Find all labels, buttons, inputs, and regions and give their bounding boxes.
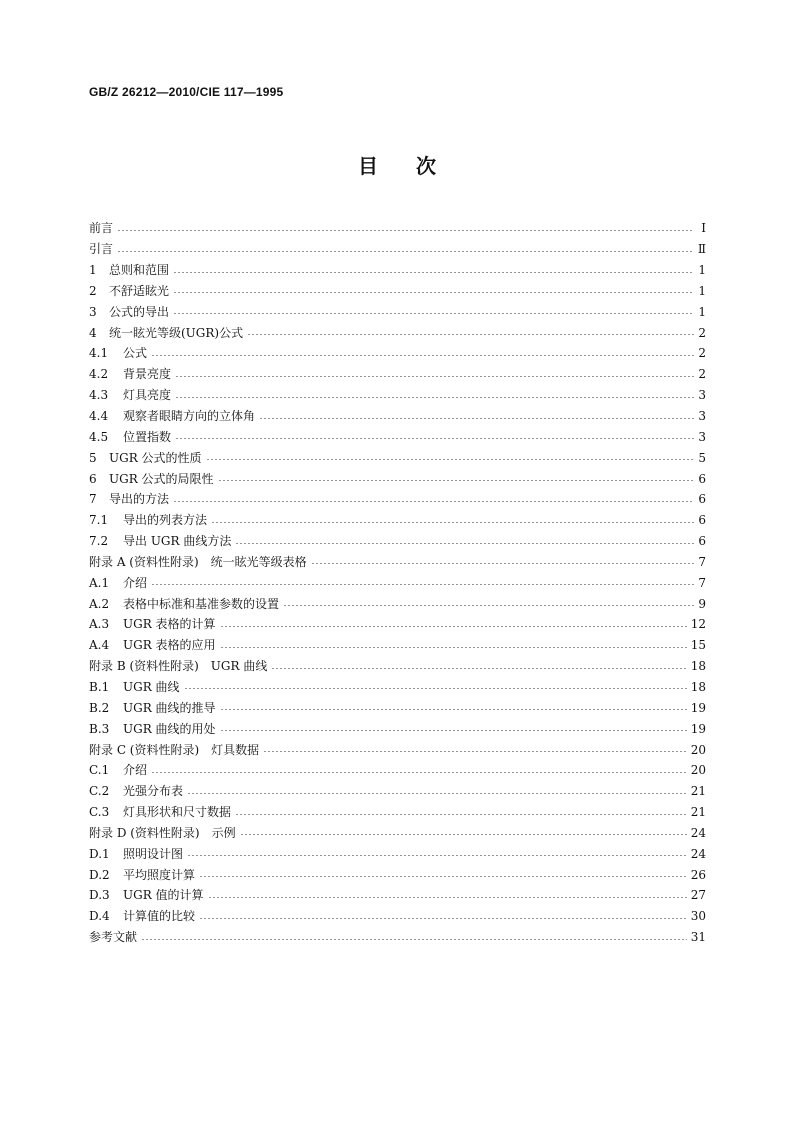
toc-entry[interactable] [89,531,706,552]
page-title: 目次 [358,154,474,178]
toc-entry[interactable] [89,593,706,614]
toc-entry-number: 7 [89,492,97,507]
toc-entry-label: 引言 [89,242,114,257]
toc-entry-label: UGR 曲线的用处 [123,721,216,736]
toc-entry-page: 7 [698,575,706,590]
toc-leader-dots [117,251,694,252]
toc-entry[interactable] [89,510,706,531]
toc-entry-page: Ⅰ [701,221,706,236]
toc-entry-number: 1 [89,263,97,278]
toc-entry[interactable] [89,364,706,385]
toc-entry-number: A.2 [89,596,110,611]
toc-entry[interactable] [89,697,706,718]
toc-entry-page: Ⅱ [697,242,706,257]
toc-entry[interactable] [89,447,706,468]
toc-entry[interactable] [89,843,706,864]
toc-entry-page: 15 [690,638,706,653]
toc-leader-dots [220,730,687,731]
toc-entry-page: 6 [698,492,706,507]
toc-entry[interactable] [89,281,706,302]
toc-entry-page: 3 [698,409,706,424]
toc-entry-page: 19 [690,721,706,736]
toc-entry-number: A.3 [89,617,110,632]
toc-entry-label: 参考文献 [89,930,138,945]
toc-leader-dots [311,563,694,564]
toc-entry-label: UGR 值的计算 [123,888,204,903]
toc-entry-page: 3 [698,388,706,403]
toc-entry-label: UGR 表格的应用 [123,638,216,653]
toc-entry-number: D.4 [89,909,110,924]
toc-leader-dots [187,793,687,794]
toc-entry[interactable] [89,739,706,760]
toc-entry[interactable] [89,656,706,677]
toc-entry-label: 观察者眼睛方向的立体角 [123,409,256,424]
toc-entry-label: 计算值的比较 [123,909,196,924]
toc-leader-dots [199,876,687,877]
toc-entry-number: 3 [89,304,97,319]
toc-entry-label: 前言 [89,221,114,236]
toc-entry-label: 导出的方法 [109,492,170,507]
toc-leader-dots [151,355,694,356]
toc-leader-dots [263,751,687,752]
toc-entry-number: D.3 [89,888,110,903]
toc-entry[interactable] [89,322,706,343]
toc-entry-page: 12 [690,617,706,632]
toc-entry[interactable] [89,426,706,447]
toc-leader-dots [220,647,687,648]
toc-entry-page: 2 [698,346,706,361]
toc-entry[interactable] [89,906,706,927]
toc-leader-dots [235,814,687,815]
toc-entry[interactable] [89,301,706,322]
toc-leader-dots [259,418,694,419]
toc-entry-page: 6 [698,513,706,528]
toc-leader-dots [151,584,694,585]
toc-leader-dots [211,522,694,523]
toc-entry-label: 灯具形状和尺寸数据 [123,805,232,820]
toc-entry[interactable] [89,552,706,573]
toc-entry-number: 7.2 [89,534,109,549]
toc-entry-label: 介绍 [123,575,148,590]
toc-entry-number: 4 [89,325,97,340]
toc-entry[interactable] [89,822,706,843]
toc-entry-number: 4.2 [89,367,109,382]
toc-entry-number: 4.1 [89,346,109,361]
toc-entry-number: D.2 [89,867,110,882]
toc-leader-dots [117,230,694,231]
toc-leader-dots [175,438,694,439]
toc-entry-label: 不舒适眩光 [109,283,170,298]
toc-entry-number: D.1 [89,846,110,861]
toc-entry[interactable] [89,218,706,239]
toc-entry[interactable] [89,468,706,489]
toc-entry-page: 1 [698,263,706,278]
toc-entry-label: UGR 表格的计算 [123,617,216,632]
toc-leader-dots [187,855,687,856]
toc-entry-page: 26 [690,867,706,882]
toc-entry-page: 9 [698,596,706,611]
toc-entry[interactable] [89,489,706,510]
toc-entry-label: 导出 UGR 曲线方法 [123,534,232,549]
toc-entry[interactable] [89,864,706,885]
toc-leader-dots [175,376,694,377]
toc-entry-page: 3 [698,429,706,444]
toc-entry[interactable] [89,343,706,364]
toc-entry-label: 介绍 [123,763,148,778]
toc-leader-dots [206,459,694,460]
toc-entry-label: 位置指数 [123,429,172,444]
toc-entry-number: 5 [89,450,97,465]
toc-entry-label: 公式 [123,346,148,361]
toc-leader-dots [220,626,687,627]
toc-leader-dots [141,939,687,940]
toc-entry-number: A.1 [89,575,110,590]
toc-entry[interactable] [89,760,706,781]
toc-entry-label: 表格中标准和基准参数的设置 [123,596,280,611]
toc-leader-dots [199,918,687,919]
toc-entry[interactable] [89,406,706,427]
toc-entry[interactable] [89,635,706,656]
toc-entry-number: C.1 [89,763,110,778]
toc-leader-dots [235,543,694,544]
toc-entry-number: 2 [89,283,97,298]
toc-entry[interactable] [89,614,706,635]
toc-entry-number: 4.5 [89,429,109,444]
toc-entry-page: 18 [690,659,706,674]
toc-entry-page: 20 [690,763,706,778]
toc-leader-dots [208,897,687,898]
toc-entry-page: 1 [698,304,706,319]
toc-entry-number: C.2 [89,784,110,799]
toc-entry-label: UGR 曲线的推导 [123,700,216,715]
toc-entry-page: 24 [690,846,706,861]
toc-leader-dots [151,772,687,773]
toc-entry-number: B.2 [89,700,110,715]
toc-entry[interactable] [89,885,706,906]
toc-entry[interactable] [89,677,706,698]
toc-entry-label: 背景亮度 [123,367,172,382]
toc-leader-dots [175,397,694,398]
toc-entry-number: A.4 [89,638,110,653]
table-of-contents [89,218,706,948]
toc-entry-label: 总则和范围 [109,263,170,278]
toc-entry-page: 2 [698,325,706,340]
toc-entry-label: 统一眩光等级(UGR)公式 [109,325,244,340]
toc-entry[interactable] [89,260,706,281]
toc-leader-dots [173,272,694,273]
toc-entry[interactable] [89,802,706,823]
toc-entry-number: B.3 [89,721,110,736]
toc-entry-page: 27 [690,888,706,903]
toc-entry-label: 照明设计图 [123,846,184,861]
toc-entry-page: 21 [690,784,706,799]
toc-entry-number: 7.1 [89,513,109,528]
toc-entry-number: B.1 [89,679,110,694]
toc-entry-page: 30 [690,909,706,924]
toc-entry-number: 6 [89,471,97,486]
toc-entry-page: 31 [690,930,706,945]
toc-entry-page: 1 [698,283,706,298]
toc-entry-label: UGR 曲线 [123,679,180,694]
toc-entry-page: 24 [690,825,706,840]
toc-entry-number: 4.4 [89,409,109,424]
toc-entry-page: 18 [690,679,706,694]
toc-leader-dots [220,709,687,710]
toc-entry[interactable] [89,781,706,802]
toc-leader-dots [173,313,694,314]
toc-entry-page: 19 [690,700,706,715]
toc-entry[interactable] [89,927,706,948]
document-code-header: GB/Z 26212—2010/CIE 117—1995 [89,85,284,99]
toc-leader-dots [218,480,694,481]
toc-leader-dots [173,501,694,502]
toc-entry[interactable] [89,239,706,260]
toc-entry-page: 21 [690,805,706,820]
toc-entry-label: 灯具亮度 [123,388,172,403]
toc-entry-page: 6 [698,471,706,486]
toc-entry-label: 光强分布表 [123,784,184,799]
toc-leader-dots [247,334,694,335]
toc-leader-dots [283,605,694,606]
toc-leader-dots [184,688,687,689]
toc-entry-label: 附录 B (资料性附录) UGR 曲线 [89,659,268,674]
toc-entry-page: 7 [698,554,706,569]
toc-entry-page: 2 [698,367,706,382]
toc-entry-page: 20 [690,742,706,757]
toc-leader-dots [271,668,686,669]
toc-leader-dots [240,834,687,835]
toc-entry-number: C.3 [89,805,110,820]
toc-entry-number: 4.3 [89,388,109,403]
toc-entry-label: 附录 C (资料性附录) 灯具数据 [89,742,260,757]
toc-entry[interactable] [89,572,706,593]
toc-entry-page: 5 [698,450,706,465]
toc-entry-label: UGR 公式的局限性 [109,471,214,486]
toc-entry-label: 附录 A (资料性附录) 统一眩光等级表格 [89,554,307,569]
toc-entry-label: 导出的列表方法 [123,513,208,528]
toc-entry-page: 6 [698,534,706,549]
toc-entry-label: 公式的导出 [109,304,170,319]
toc-entry[interactable] [89,718,706,739]
toc-entry-label: 附录 D (资料性附录) 示例 [89,825,236,840]
toc-entry-label: UGR 公式的性质 [109,450,202,465]
toc-leader-dots [173,292,694,293]
toc-entry[interactable] [89,385,706,406]
toc-entry-label: 平均照度计算 [123,867,196,882]
